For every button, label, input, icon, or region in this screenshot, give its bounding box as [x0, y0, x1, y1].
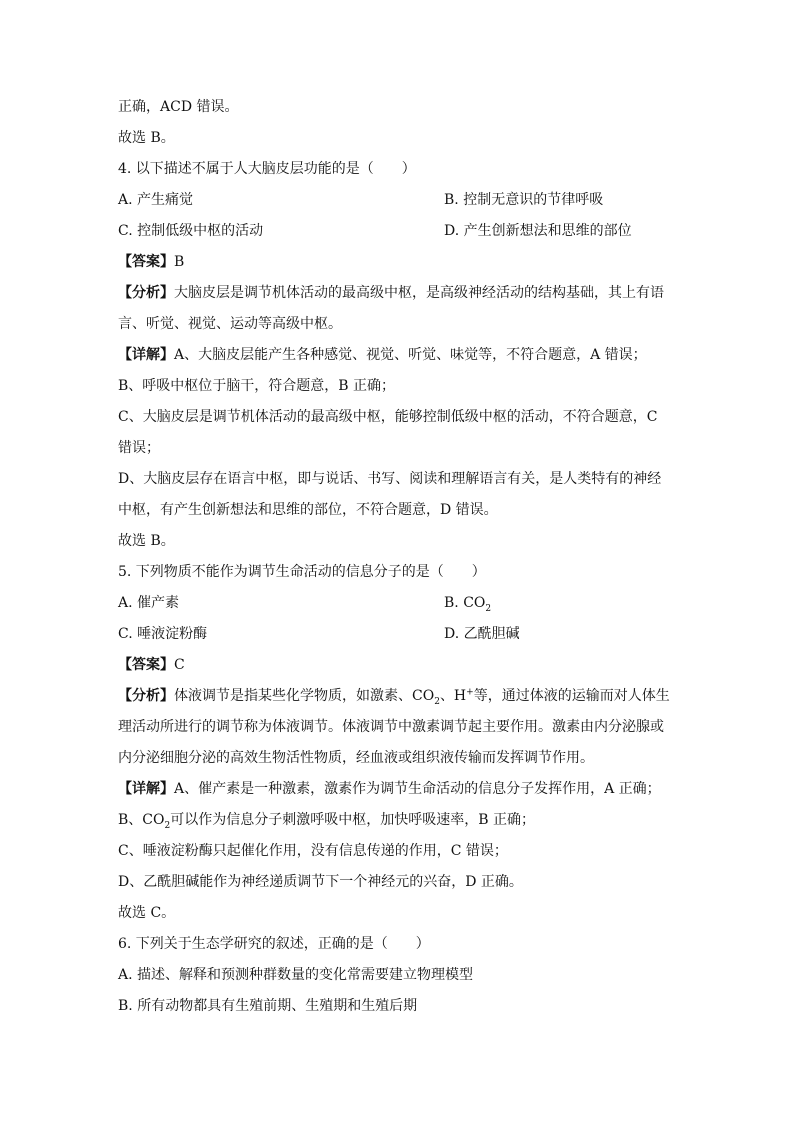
conclusion-line: 故选 B。 — [118, 533, 175, 549]
detail-line — [118, 774, 678, 805]
analysis-line: 言、听觉、视觉、运动等高级中枢。 — [118, 316, 342, 332]
detail-text: A、催产素是一种激素，激素作为调节生命活动的信息分子发挥作用，A 正确； — [174, 781, 661, 797]
subscript: 2 — [434, 696, 440, 707]
analysis-tag: 【分析】 — [118, 688, 174, 704]
detail-line: C、大脑皮层是调节机体活动的最高级中枢，能够控制低级中枢的活动，不符合题意，C — [118, 409, 658, 425]
conclusion-line: 故选 C。 — [118, 905, 176, 921]
answer-line — [118, 247, 678, 278]
option-b — [444, 588, 678, 619]
question-4-options-row-1 — [118, 185, 678, 216]
question-4-stem: 4. 以下描述不属于人大脑皮层功能的是（ ） — [118, 161, 416, 177]
detail-line: D、大脑皮层存在语言中枢，即与说话、书写、阅读和理解语言有关，是人类特有的神经 — [118, 471, 662, 487]
analysis-line — [118, 681, 678, 712]
detail-line: B、呼吸中枢位于脑干，符合题意，B 正确； — [118, 378, 396, 394]
superscript: + — [466, 687, 474, 698]
option-c: C. 唾液淀粉酶 — [118, 626, 208, 642]
detail-text: 可以作为信息分子刺激呼吸中枢，加快呼吸速率，B 正确； — [170, 812, 535, 828]
answer-tag: 【答案】 — [118, 657, 174, 673]
answer-value: B — [174, 254, 185, 270]
detail-tag: 【详解】 — [118, 347, 174, 363]
detail-tag: 【详解】 — [118, 781, 174, 797]
detail-line: D、乙酰胆碱能作为神经递质调节下一个神经元的兴奋，D 正确。 — [118, 874, 523, 890]
analysis-line: 理活动所进行的调节称为体液调节。体液调节中激素调节起主要作用。激素由内分泌腺或 — [118, 719, 664, 735]
answer-tag: 【答案】 — [118, 254, 174, 270]
question-6-stem: 6. 下列关于生态学研究的叙述，正确的是（ ） — [118, 936, 430, 952]
detail-text: B、CO — [118, 812, 165, 828]
detail-line: C、唾液淀粉酶只起催化作用，没有信息传递的作用，C 错误； — [118, 843, 508, 859]
answer-line — [118, 650, 678, 681]
document-page — [118, 92, 678, 1022]
option-b: B. 所有动物都具有生殖前期、生殖期和生殖后期 — [118, 998, 418, 1014]
analysis-line — [118, 278, 678, 309]
analysis-text: 等，通过体液的运输而对人体生 — [473, 688, 670, 704]
option-d: D. 产生创新想法和思维的部位 — [444, 223, 632, 239]
detail-line: 错误； — [118, 440, 160, 456]
question-5-stem: 5. 下列物质不能作为调节生命活动的信息分子的是（ ） — [118, 564, 486, 580]
subscript: 2 — [485, 603, 492, 614]
question-4-options-row-2 — [118, 216, 678, 247]
option-b: B. 控制无意识的节律呼吸 — [444, 192, 604, 208]
option-a: A. 催产素 — [118, 595, 180, 611]
text-line: 正确，ACD 错误。 — [118, 99, 239, 115]
option-d: D. 乙酰胆碱 — [444, 626, 520, 642]
option-a: A. 产生痛觉 — [118, 192, 194, 208]
question-5-options-row-1 — [118, 588, 678, 619]
analysis-text: 、H — [439, 688, 467, 704]
analysis-line: 内分泌细胞分泌的高效生物活性物质，经血液或组织液传输而发挥调节作用。 — [118, 750, 594, 766]
question-5-options-row-2 — [118, 619, 678, 650]
option-c: C. 控制低级中枢的活动 — [118, 223, 264, 239]
detail-text: A、大脑皮层能产生各种感觉、视觉、听觉、味觉等，不符合题意，A 错误； — [174, 347, 647, 363]
detail-line — [118, 340, 678, 371]
conclusion-line: 故选 B。 — [118, 130, 175, 146]
analysis-text: 大脑皮层是调节机体活动的最高级中枢，是高级神经活动的结构基础，其上有语 — [174, 285, 664, 301]
analysis-tag: 【分析】 — [118, 285, 174, 301]
subscript: 2 — [164, 820, 171, 831]
option-a: A. 描述、解释和预测种群数量的变化常需要建立物理模型 — [118, 967, 474, 983]
option-b-text: B. CO — [444, 595, 486, 611]
answer-value: C — [174, 657, 185, 673]
detail-line — [118, 805, 678, 836]
detail-line: 中枢，有产生创新想法和思维的部位，不符合题意，D 错误。 — [118, 502, 498, 518]
analysis-text: 体液调节是指某些化学物质，如激素、CO — [174, 688, 435, 704]
